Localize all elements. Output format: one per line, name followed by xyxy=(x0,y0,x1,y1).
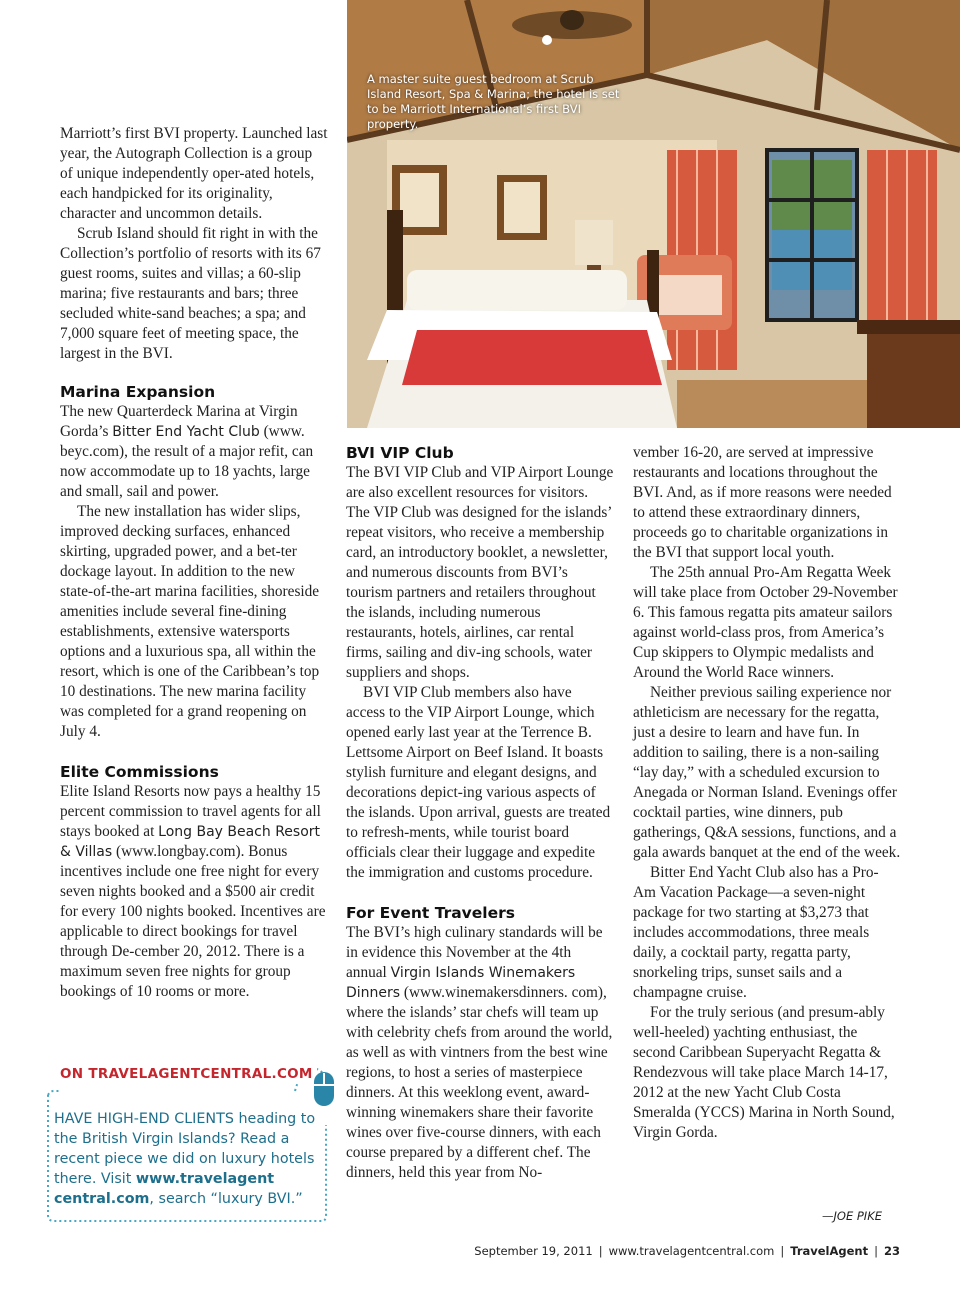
column-middle xyxy=(346,443,614,1183)
author-signature: —JOE PIKE xyxy=(822,1209,882,1223)
subhead-elite-commissions: Elite Commissions xyxy=(60,763,219,781)
subhead-event-travelers: For Event Travelers xyxy=(346,904,515,922)
column-right xyxy=(633,443,901,1143)
paragraph: Marriott’s first BVI property. Launched last year, the Autograph Collection is a group of unique independently oper-ated hotels, each handpicked for its originality, character and uncommon details. xyxy=(60,125,328,222)
paragraph: Bitter End Yacht Club also has a Pro-Am Vacation Package—a seven-night package for two starting at $3,273 that includes accommodations, three meals daily, a cocktail party, regatta party, snorkeling trips, sunset sails and a champagne cruise. xyxy=(633,864,879,1001)
paragraph: The BVI VIP Club and VIP Airport Lounge are also excellent resources for visitors. The VIP Club was designed for the islands’ repeat visitors, who receive a membership card, an introductory booklet, a newsletter, and numerous discounts from BVI’s tourism partners and retailers throughout the islands, including numerous restaurants, hotels, airlines, car rental firms, sailing and div-ing schools, water suppliers and shops. xyxy=(346,464,614,681)
venue-name: Long Bay Beach Resort & Villas xyxy=(60,824,321,860)
paragraph: The new installation has wider slips, improved decking surfaces, enhanced skirting, upgraded power, and a bet-ter dockage layout. In addition to the new state-of-the-art marina facilities, shoreside amenities include several fine-dining establishments, extensive watersports options and a luxurious spa, all within the resort, which is one of the Caribbean’s top 10 destinations. The new marina facility was completed for a grand reopening on July 4. xyxy=(60,503,320,740)
promo-heading: ON TRAVELAGENTCENTRAL.COM xyxy=(60,1066,317,1082)
magazine-brand: TravelAgent xyxy=(790,1244,869,1258)
computer-mouse-icon xyxy=(313,1071,335,1107)
paragraph: Neither previous sailing experience nor athleticism are necessary for the regatta, just a desire to learn and have fun. In addition to sailing, there is a non-sailing “lay day,” with a scheduled excursion to Anegada or Norman Island. Evenings offer cocktail parties, wine dinners, pub gatherings, Q&A sessions, functions, and a gala awards banquet at the end of the week. xyxy=(633,684,901,861)
subhead-marina-expansion: Marina Expansion xyxy=(60,383,216,401)
bedroom-photo xyxy=(347,0,960,428)
paragraph: Elite Island Resorts now pays a healthy 15 percent commission to travel agents for all stays booked at Long Bay Beach Resort & Villas (www.longbay.com). Bonus incentives include one free night for every seven nights booked and a $500 air credit for every 100 nights booked. Incentives are applicable to direct bookings for travel through De-cember 20, 2012. There is a maximum seven free nights for group bookings of 10 rooms or more. xyxy=(60,783,326,1000)
venue-name: Bitter End Yacht Club xyxy=(112,424,260,440)
issue-date: September 19, 2011 xyxy=(474,1244,593,1258)
subhead-bvi-vip-club: BVI VIP Club xyxy=(346,444,454,462)
photo-caption: A master suite guest bedroom at Scrub Island Resort, Spa & Marina; the hotel is set to be Marriott International’s first BVI property. xyxy=(367,72,620,131)
paragraph: The BVI’s high culinary standards will be in evidence this November at the 4th annual Virgin Islands Winemakers Dinners (www.winemakersdinners. com), where the islands’ star chefs will team up with celebrity chefs from around the world, as well as with vintners from the best wine regions, to host a series of masterpiece dinners. At this weeklong event, award-winning winemakers share their favorite wines over five-course dinners, with each course prepared by a different chef. The dinners, held this year from No- xyxy=(346,924,613,1181)
paragraph: For the truly serious (and presum-ably well-heeled) yachting enthusiast, the second Caribbean Superyacht Regatta & Rendezvous will take place March 14-17, 2012 at the new Yacht Club Costa Smeralda (YCCS) Marina in North Sound, Virgin Gorda. xyxy=(633,1004,895,1141)
page-number: 23 xyxy=(883,1244,900,1258)
paragraph: BVI VIP Club members also have access to the VIP Airport Lounge, which opened early last year at the Terrence B. Lettsome Airport on Beef Island. It boasts stylish furniture and elegant designs, and decorations depict-ing various aspects of the islands. Upon arrival, guests are treated to refresh-ments, while tourist board officials clear their luggage and expedite the immigration and customs procedure. xyxy=(346,684,611,881)
promo-text: HAVE HIGH-END CLIENTS heading to the British Virgin Islands? Read a recent piece we did on luxury hotels there. Visit www.travelagent central.com, search “luxury BVI.” xyxy=(54,1111,316,1207)
paragraph: The 25th annual Pro-Am Regatta Week will take place from October 29-November 6. This famous regatta pits amateur sailors against world-class pros, from America’s Cup skippers to Olympic medalists and Around the World Race winners. xyxy=(633,564,898,681)
promo-link[interactable]: www.travelagent central.com xyxy=(54,1171,275,1207)
promo-box xyxy=(40,1065,326,1225)
event-name: Virgin Islands Winemakers Dinners xyxy=(346,965,576,1001)
paragraph: vember 16-20, are served at impressive restaurants and locations throughout the BVI. And, as if more reasons were needed to attend these extraordinary dinners, proceeds go to charitable organizations in the BVI that support local youth. xyxy=(633,444,892,561)
page-footer: September 19, 2011 | www.travelagentcentral.com | TravelAgent | 23 xyxy=(474,1244,900,1258)
footer-url[interactable]: www.travelagentcentral.com xyxy=(608,1244,775,1258)
column-left xyxy=(60,124,328,1002)
paragraph: The new Quarterdeck Marina at Virgin Gorda’s Bitter End Yacht Club (www. beyc.com), the result of a major refit, can now accommodate up to 18 yachts, large and small, sail and power. xyxy=(60,403,314,500)
paragraph: Scrub Island should fit right in with the Collection’s portfolio of resorts with its 67 guest rooms, suites and villas; a 60-slip marina; five restaurants and bars; three secluded white-sand beaches; a spa; and 7,000 square feet of meeting space, the largest in the BVI. xyxy=(60,225,321,362)
